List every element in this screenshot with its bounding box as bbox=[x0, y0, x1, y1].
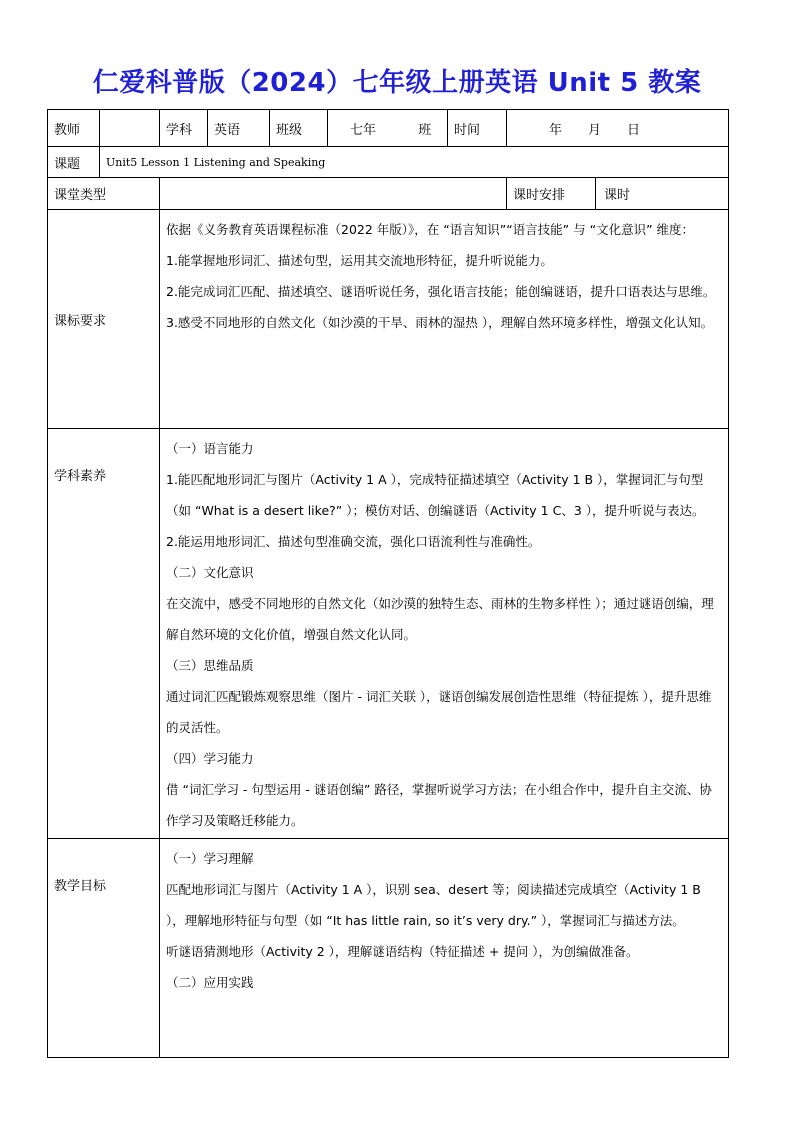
type-row bbox=[48, 178, 729, 210]
lesson-plan-table bbox=[47, 109, 729, 1058]
topic-row bbox=[48, 147, 729, 178]
class-value bbox=[328, 110, 448, 147]
literacy-line: 2.能运用地形词汇、描述句型准确交流，强化口语流利性与准确性。 bbox=[166, 534, 541, 549]
subject-label: 学科 bbox=[160, 110, 208, 147]
objectives-line: 匹配地形词汇与图片（Activity 1 A ），识别 sea、desert 等；阅读描述完成填空（Activity 1 B ），理解地形特征与句型（如 “It has little rain, so it’s very dry.” ），掌握词汇与描述方法。 bbox=[166, 882, 701, 928]
literacy-line: 借 “词汇学习 - 句型运用 - 谜语创编” 路径，掌握听说学习方法；在小组合作中，提升自主交流、协作学习及策略迁移能力。 bbox=[166, 782, 712, 828]
objectives-line: 听谜语猜测地形（Activity 2 ），理解谜语结构（特征描述 + 提问 ），为创编做准备。 bbox=[166, 944, 639, 959]
literacy-label: 学科素养 bbox=[48, 429, 160, 839]
class-suffix: 班 bbox=[418, 122, 432, 138]
objectives-row bbox=[48, 839, 729, 1058]
literacy-line: 通过词汇匹配锻炼观察思维（图片 - 词汇关联 ），谜语创编发展创造性思维（特征提炼 ），提升思维的灵活性。 bbox=[166, 689, 712, 735]
objectives-heading: （一）学习理解 bbox=[166, 851, 254, 866]
objectives-content bbox=[160, 839, 729, 1058]
standards-content bbox=[160, 210, 729, 429]
date-value: 年 月 日 bbox=[507, 110, 729, 147]
teacher-label: 教师 bbox=[48, 110, 100, 147]
literacy-heading: （三）思维品质 bbox=[166, 658, 254, 673]
topic-label: 课题 bbox=[48, 147, 100, 178]
teacher-value bbox=[100, 110, 160, 147]
literacy-content bbox=[160, 429, 729, 839]
literacy-heading: （四）学习能力 bbox=[166, 751, 254, 766]
time-label: 时间 bbox=[448, 110, 507, 147]
standards-line: 依据《义务教育英语课程标准（2022 年版）》，在 “语言知识”“语言技能” 与 “文化意识” 维度： bbox=[166, 222, 695, 237]
subject-value: 英语 bbox=[208, 110, 270, 147]
standards-line: 3.感受不同地形的自然文化（如沙漠的干旱、雨林的湿热 ），理解自然环境多样性，增强文化认知。 bbox=[166, 315, 714, 330]
type-label: 课堂类型 bbox=[48, 178, 160, 210]
type-value bbox=[160, 178, 507, 210]
standards-row bbox=[48, 210, 729, 429]
standards-label: 课标要求 bbox=[48, 210, 160, 429]
standards-line: 2.能完成词汇匹配、描述填空、谜语听说任务，强化语言技能；能创编谜语，提升口语表达与思维。 bbox=[166, 284, 716, 299]
literacy-line: 在交流中，感受不同地形的自然文化（如沙漠的独特生态、雨林的生物多样性 ）；通过谜语创编，理解自然环境的文化价值，增强自然文化认同。 bbox=[166, 596, 714, 642]
schedule-cell bbox=[507, 178, 729, 210]
class-label: 班级 bbox=[270, 110, 328, 147]
literacy-heading: （二）文化意识 bbox=[166, 565, 254, 580]
header-row bbox=[48, 110, 729, 147]
topic-value: Unit5 Lesson 1 Listening and Speaking bbox=[100, 147, 729, 178]
objectives-label: 教学目标 bbox=[48, 839, 160, 1058]
literacy-row bbox=[48, 429, 729, 839]
document-title: 仁爱科普版（2024）七年级上册英语 Unit 5 教案 bbox=[92, 68, 702, 98]
schedule-value: 课时 bbox=[604, 188, 631, 203]
objectives-heading: （二）应用实践 bbox=[166, 975, 254, 990]
literacy-heading: （一）语言能力 bbox=[166, 441, 254, 456]
grade-value: 七年 bbox=[350, 122, 377, 138]
literacy-line: 1.能匹配地形词汇与图片（Activity 1 A ），完成特征描述填空（Activity 1 B ），掌握词汇与句型（如 “What is a desert like?” ）；模仿对话、创编谜语（Activity 1 C、3 ），提升听说与表达。 bbox=[166, 472, 705, 518]
schedule-label: 课时安排 bbox=[507, 178, 596, 209]
standards-line: 1.能掌握地形词汇、描述句型，运用其交流地形特征，提升听说能力。 bbox=[166, 253, 553, 268]
